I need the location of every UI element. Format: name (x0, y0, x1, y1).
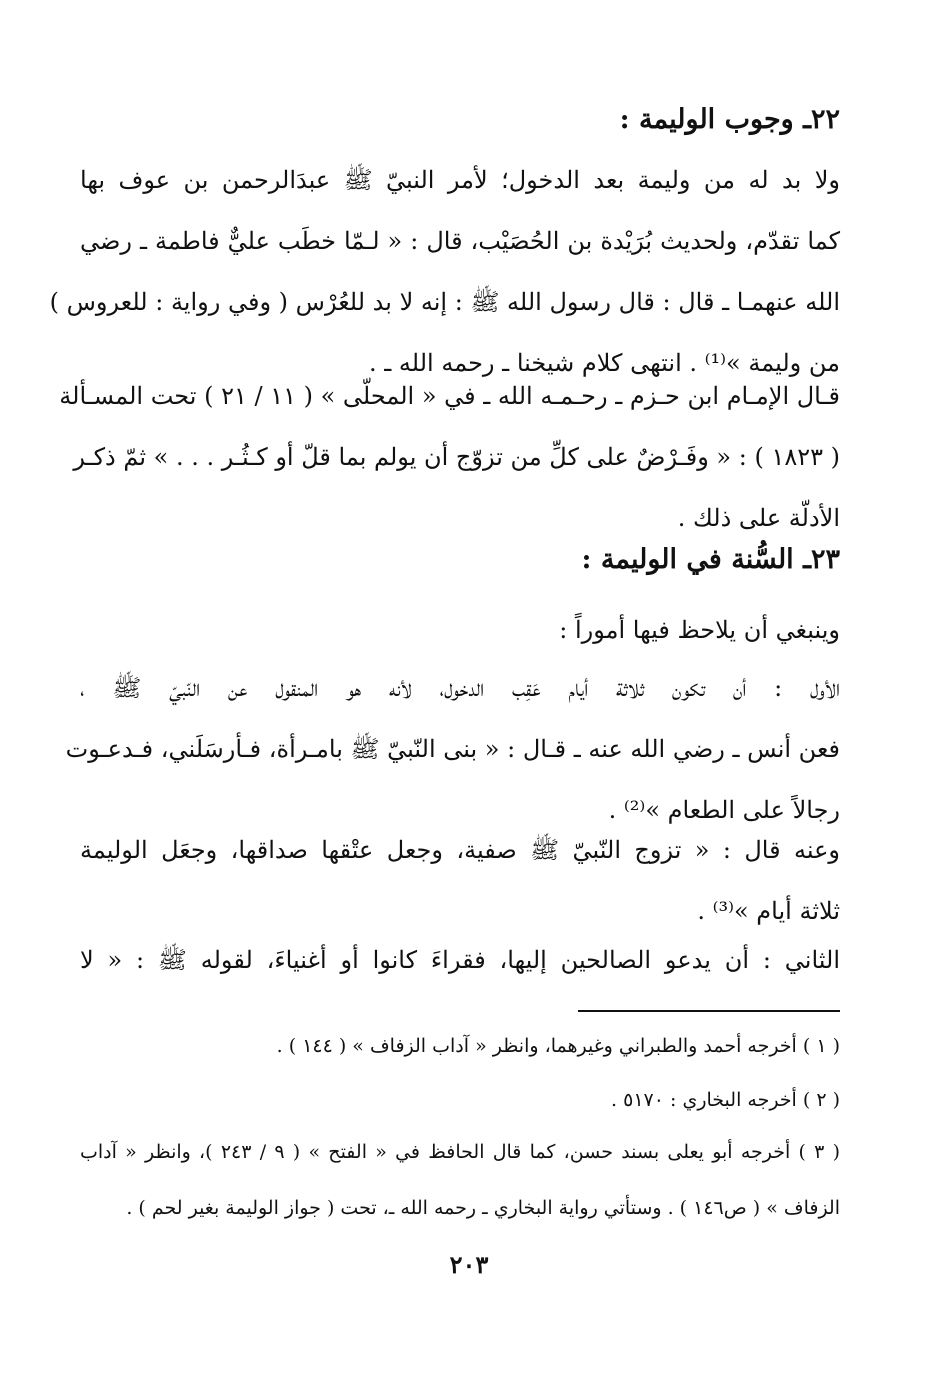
text-line: ولا بد له من وليمة بعد الدخول؛ لأمر النبيّ ﷺ عبدَالرحمن بن عوف بها (80, 166, 840, 194)
section-heading-22: ٢٢ـ وجوب الوليمة : (619, 104, 840, 135)
footnote-line: ( ١ ) أخرجه أحمد والطبراني وغيرهما، وانظر « آداب الزفاف » ( ١٤٤ ) . (276, 1035, 840, 1057)
text-line: رجالاً على الطعام »⁽²⁾ . (608, 796, 840, 824)
text-line: الثاني : أن يدعو الصالحين إليها، فقراءَ كانوا أو أغنياءَ، لقوله ﷺ : « لا (80, 946, 840, 974)
text-line: ( ١٨٢٣ ) : « وفَـرْضٌ على كلِّ من تزوّج أن يولم بما قلّ أو كـثُـر . . . » ثمّ ذكـر (73, 443, 840, 471)
text-line: وينبغي أن يلاحظ فيها أموراً : (559, 616, 840, 644)
text-line: فعن أنس ـ رضي الله عنه ـ قـال : « بنى النّبيّ ﷺ بامـرأة، فـأرسَلَني، فـدعـوت (65, 735, 840, 763)
footnote-line: الزفاف » ( ص١٤٦ ) . وستأتي رواية البخاري ـ رحمه الله ـ، تحت ( جواز الوليمة بغير لحم ) . (126, 1197, 840, 1219)
paragraph (80, 600, 840, 661)
text-line: من وليمة »⁽¹⁾ . انتهى كلام شيخنا ـ رحمه الله ـ . (369, 349, 840, 377)
paragraph (80, 820, 840, 942)
text-line: كما تقدّم، ولحديث بُرَيْدة بن الحُصَيْب، قال : « لـمّا خطَب عليٌّ فاطمة ـ رضي (80, 227, 840, 255)
page-number: ٢٠٣ (449, 1250, 489, 1279)
paragraph (65, 658, 840, 841)
text-line: الله عنهمـا ـ قال : قال رسول الله ﷺ : إنه لا بد للعُرْس ( وفي رواية : للعروس ) (49, 288, 840, 316)
footnote (80, 1018, 840, 1074)
text-line: ثلاثة أيام »⁽³⁾ . (697, 897, 840, 925)
footnote-separator (578, 1010, 840, 1012)
text-line: الأدلّة على ذلك . (677, 504, 840, 532)
paragraph (80, 930, 840, 991)
paragraph (49, 150, 840, 394)
footnote-line: ( ٢ ) أخرجه البخاري : ٥١٧٠ . (611, 1089, 840, 1111)
text-line: وعنه قال : « تزوج النّبيّ ﷺ صفية، وجعل عتْقها صداقها، وجعَل الوليمة (80, 836, 840, 864)
footnote (80, 1072, 840, 1128)
section-heading-23: ٢٣ـ السُّنة في الوليمة : (581, 544, 840, 575)
text-line: قـال الإمـام ابن حـزم ـ رحـمـه الله ـ في « المحلّى » ( ١١ / ٢١ ) تحت المسـألة (59, 382, 840, 410)
text-line: الأول : أن تكون ثلاثة أيام عَقِب الدخول، لأنه هو المنقول عن النّبيّ ﷺ ، (80, 674, 840, 702)
footnote-line: ( ٣ ) أخرجه أبو يعلى بسند حسن، كما قال الحافظ في « الفتح » ( ٩ / ٢٤٣ )، وانظر « آداب (80, 1141, 841, 1163)
footnote (80, 1124, 840, 1236)
paragraph (59, 366, 840, 549)
